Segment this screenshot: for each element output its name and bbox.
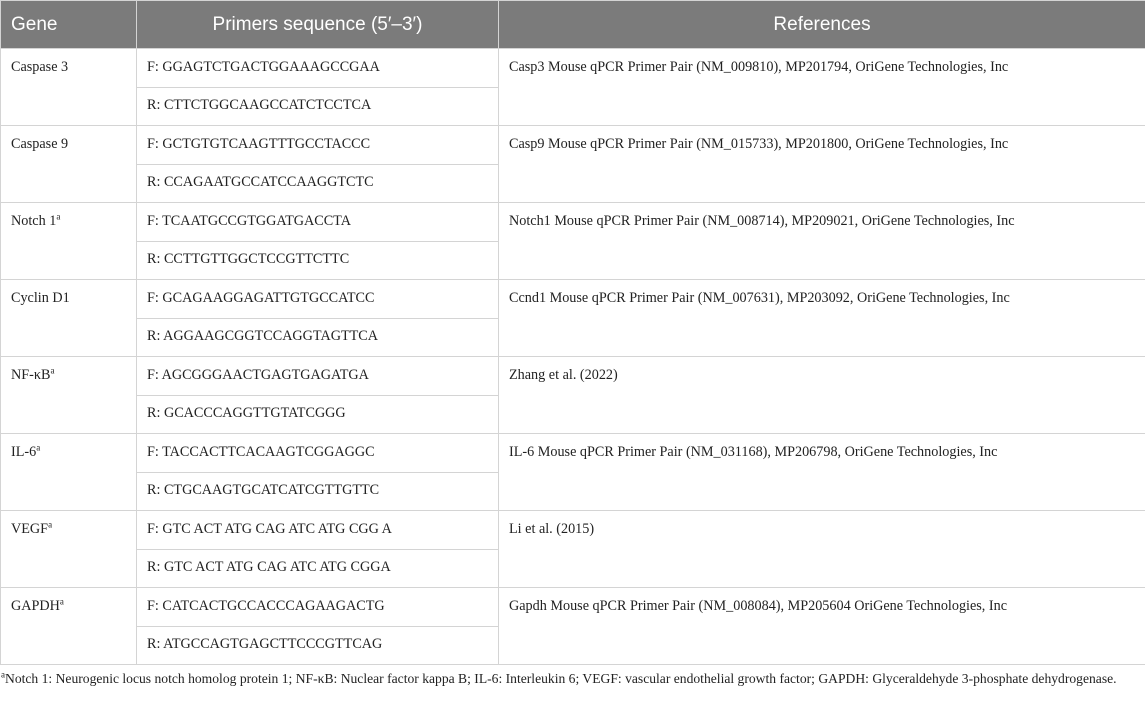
gene-cell	[1, 49, 137, 126]
gene-cell	[1, 280, 137, 357]
reference-cell: Gapdh Mouse qPCR Primer Pair (NM_008084), MP205604 OriGene Technologies, Inc	[499, 588, 1145, 665]
forward-primer-cell: F: GGAGTCTGACTGGAAAGCCGAA	[137, 49, 499, 88]
forward-primer-cell: F: CATCACTGCCACCCAGAAGACTG	[137, 588, 499, 627]
gene-cell	[1, 357, 137, 434]
reverse-primer-cell: R: CTGCAAGTGCATCATCGTTGTTC	[137, 472, 499, 511]
forward-primer-cell: F: AGCGGGAACTGAGTGAGATGA	[137, 357, 499, 396]
gene-cell	[1, 203, 137, 280]
footnote-marker: a	[48, 519, 53, 530]
reference-cell: Ccnd1 Mouse qPCR Primer Pair (NM_007631), MP203092, OriGene Technologies, Inc	[499, 280, 1145, 357]
gene-name: Notch 1	[11, 213, 57, 229]
forward-primer-cell: F: TCAATGCCGTGGATGACCTA	[137, 203, 499, 242]
footnote-marker: a	[59, 596, 64, 607]
table-row	[1, 357, 1145, 396]
table-row	[1, 49, 1145, 88]
reverse-primer-cell: R: CTTCTGGCAAGCCATCTCCTCA	[137, 87, 499, 126]
reverse-primer-cell: R: GTC ACT ATG CAG ATC ATG CGGA	[137, 549, 499, 588]
footnote-marker: a	[1, 669, 5, 680]
header-row	[1, 1, 1145, 49]
forward-primer-cell: F: GTC ACT ATG CAG ATC ATG CGG A	[137, 511, 499, 550]
reference-cell: IL-6 Mouse qPCR Primer Pair (NM_031168), MP206798, OriGene Technologies, Inc	[499, 434, 1145, 511]
table-body	[1, 49, 1145, 665]
reverse-primer-cell: R: ATGCCAGTGAGCTTCCCGTTCAG	[137, 626, 499, 665]
reference-cell: Casp9 Mouse qPCR Primer Pair (NM_015733), MP201800, OriGene Technologies, Inc	[499, 126, 1145, 203]
forward-primer-cell: F: GCAGAAGGAGATTGTGCCATCC	[137, 280, 499, 319]
header-primers: Primers sequence (5′–3′)	[137, 1, 499, 49]
reverse-primer-cell: R: CCTTGTTGGCTCCGTTCTTC	[137, 241, 499, 280]
forward-primer-cell: F: TACCACTTCACAAGTCGGAGGC	[137, 434, 499, 473]
gene-cell	[1, 588, 137, 665]
table-footnote	[0, 670, 1145, 688]
gene-name: VEGF	[11, 521, 49, 537]
table-row	[1, 203, 1145, 242]
reverse-primer-cell: R: CCAGAATGCCATCCAAGGTCTC	[137, 164, 499, 203]
table-row	[1, 588, 1145, 627]
gene-name: GAPDH	[11, 598, 60, 614]
footnote-text: Notch 1: Neurogenic locus notch homolog protein 1; NF-κB: Nuclear factor kappa B; IL-6: Interleukin 6; VEGF: vascular endothelial growth factor; GAPDH: Glyceraldehyde 3-phosphate dehydrogenase.	[5, 671, 1117, 686]
table-header	[1, 1, 1145, 49]
gene-name: Caspase 9	[11, 136, 69, 152]
table-row	[1, 511, 1145, 550]
gene-name: Caspase 3	[11, 59, 69, 75]
header-references: References	[499, 1, 1145, 49]
reverse-primer-cell: R: GCACCCAGGTTGTATCGGG	[137, 395, 499, 434]
footnote-marker: a	[50, 365, 55, 376]
header-gene: Gene	[1, 1, 137, 49]
table-row	[1, 434, 1145, 473]
footnote-marker: a	[56, 211, 61, 222]
reference-cell: Li et al. (2015)	[499, 511, 1145, 588]
reference-cell: Zhang et al. (2022)	[499, 357, 1145, 434]
gene-cell	[1, 511, 137, 588]
gene-name: NF-κB	[11, 367, 51, 383]
reverse-primer-cell: R: AGGAAGCGGTCCAGGTAGTTCA	[137, 318, 499, 357]
gene-name: IL-6	[11, 444, 37, 460]
gene-cell	[1, 434, 137, 511]
footnote-marker: a	[36, 442, 41, 453]
forward-primer-cell: F: GCTGTGTCAAGTTTGCCTACCC	[137, 126, 499, 165]
table-row	[1, 280, 1145, 319]
table-row	[1, 126, 1145, 165]
reference-cell: Notch1 Mouse qPCR Primer Pair (NM_008714), MP209021, OriGene Technologies, Inc	[499, 203, 1145, 280]
reference-cell: Casp3 Mouse qPCR Primer Pair (NM_009810), MP201794, OriGene Technologies, Inc	[499, 49, 1145, 126]
gene-name: Cyclin D1	[11, 290, 70, 306]
gene-cell	[1, 126, 137, 203]
